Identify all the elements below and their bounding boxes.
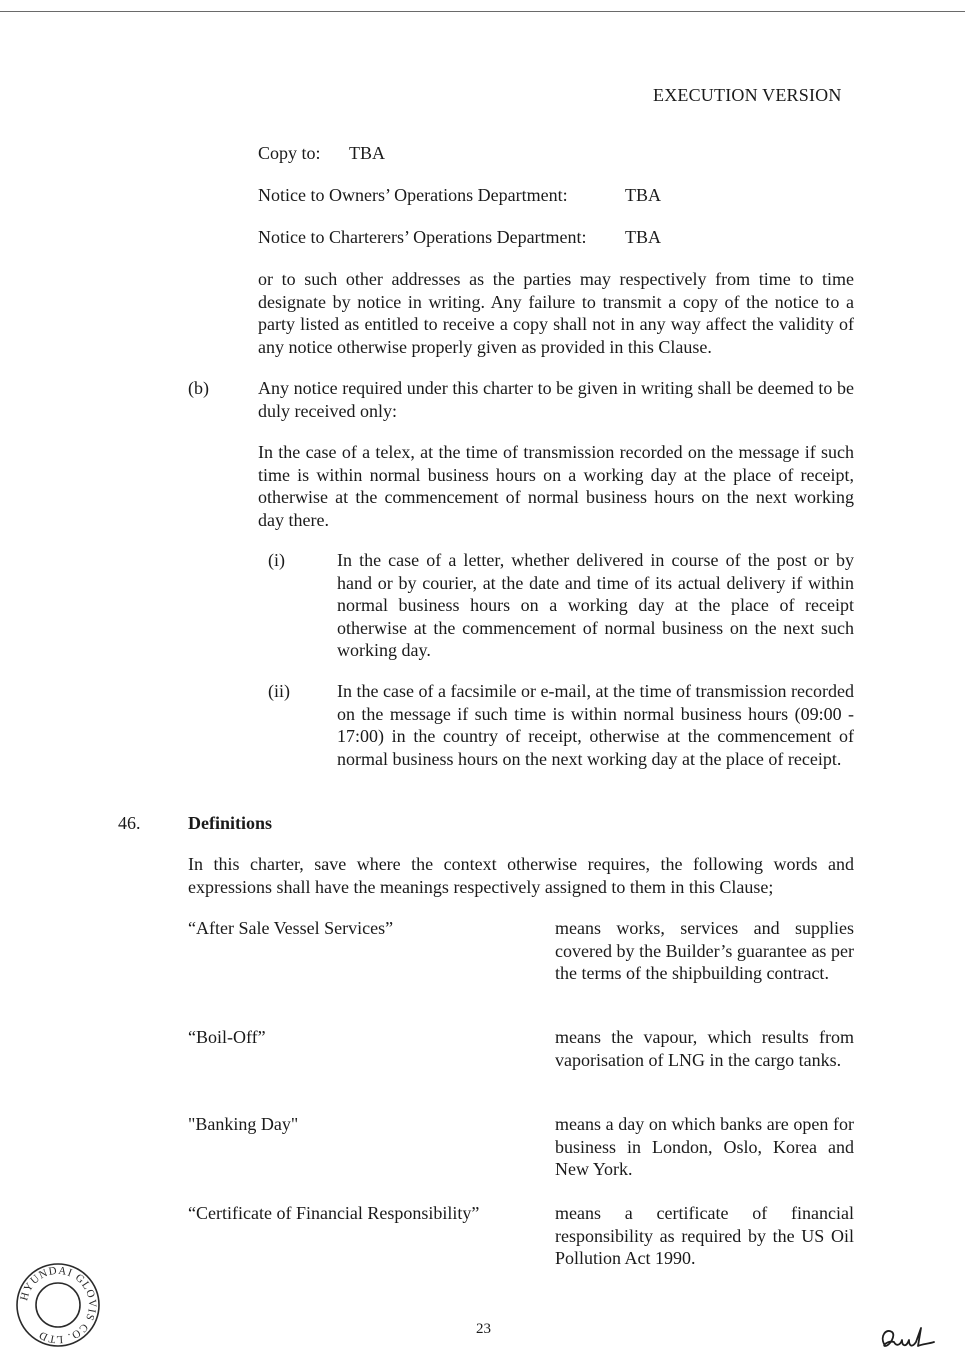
initials-signature <box>876 1322 938 1356</box>
item-i-label: (i) <box>268 550 285 570</box>
definition-meaning: means a certificate of financial responsibility as required by the US Oil Pollution Act 1990. <box>555 1203 854 1268</box>
addresses-paragraph: or to such other addresses as the parties may respectively from time to time designate by notice in writing. Any failure to transmit a copy of the notice to a party listed as entitled to receive a copy shall not in any way affect the validity of any notice otherwise properly given as provided in this Clause. <box>258 269 854 357</box>
definitions-intro: In this charter, save where the context otherwise requires, the following words and expressions shall have the meanings respectively assigned to them in this Clause; <box>188 854 854 897</box>
section-title: Definitions <box>188 813 273 833</box>
execution-version-header: EXECUTION VERSION <box>653 85 842 105</box>
telex-paragraph: In the case of a telex, at the time of transmission recorded on the message if such time is within normal business hours on a working day at the place of receipt, otherwise at the commencement of normal business hours on the next working day there. <box>258 442 854 530</box>
svg-text:HYUNDAI GLOVIS CO. LTD: HYUNDAI GLOVIS CO. LTD <box>18 1264 99 1346</box>
page-number: 23 <box>476 1321 491 1337</box>
item-ii-label: (ii) <box>268 681 290 701</box>
clause-b-text: Any notice required under this charter to be given in writing shall be deemed to be duly received only: <box>258 378 854 421</box>
top-rule <box>0 11 965 12</box>
definition-meaning: means the vapour, which results from vaporisation of LNG in the cargo tanks. <box>555 1027 854 1070</box>
owners-dept-value: TBA <box>625 185 661 205</box>
definition-term: “Boil-Off” <box>188 1027 266 1047</box>
definition-meaning: means a day on which banks are open for business in London, Oslo, Korea and New York. <box>555 1114 854 1179</box>
definition-meaning: means works, services and supplies covered by the Builder’s guarantee as per the terms of the shipbuilding contract. <box>555 918 854 983</box>
clause-b-label: (b) <box>188 378 209 398</box>
definition-term: “After Sale Vessel Services” <box>188 918 394 938</box>
owners-dept-label: Notice to Owners’ Operations Department: <box>258 185 568 205</box>
item-i-text: In the case of a letter, whether delivered in course of the post or by hand or by courier, at the date and time of its actual delivery if within normal business hours on a working day at the place of receipt otherwise at the commencement of normal business on the next such working day. <box>337 550 854 660</box>
charterers-dept-label: Notice to Charterers’ Operations Department: <box>258 227 587 247</box>
company-seal <box>15 1262 101 1348</box>
section-number: 46. <box>118 813 141 833</box>
charterers-dept-value: TBA <box>625 227 661 247</box>
definition-term: "Banking Day" <box>188 1114 299 1134</box>
copy-to-label: Copy to: <box>258 143 321 163</box>
definition-term: “Certificate of Financial Responsibility” <box>188 1203 480 1223</box>
item-ii-text: In the case of a facsimile or e-mail, at the time of transmission recorded on the message if such time is within normal business hours (09:00 - 17:00) in the country of receipt, otherwise at the commencement of normal business hours on the next working day at the place of receipt. <box>337 681 854 769</box>
copy-to-value: TBA <box>349 143 385 163</box>
